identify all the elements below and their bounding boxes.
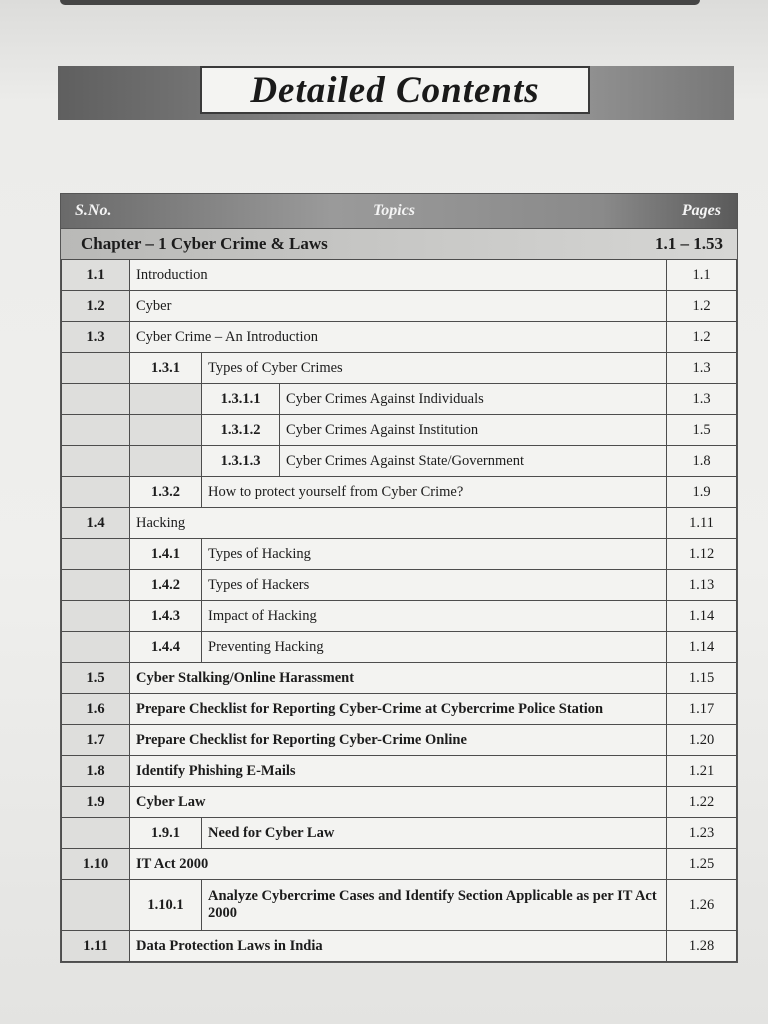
toc-row[interactable] xyxy=(62,880,737,931)
page-number: 1.11 xyxy=(667,508,737,539)
empty-cell xyxy=(62,570,130,601)
empty-cell xyxy=(62,880,130,931)
subsection-title[interactable]: Analyze Cybercrime Cases and Identify Section Applicable as per IT Act 2000 xyxy=(202,880,667,931)
page-number: 1.28 xyxy=(667,931,737,962)
subsubsection-title[interactable]: Cyber Crimes Against Individuals xyxy=(280,384,667,415)
subsubsection-number: 1.3.1.1 xyxy=(202,384,280,415)
subsection-title[interactable]: Types of Cyber Crimes xyxy=(202,353,667,384)
chapter-title: Chapter – 1 Cyber Crime & Laws xyxy=(81,234,328,253)
page-number: 1.26 xyxy=(667,880,737,931)
toc-row[interactable] xyxy=(62,477,737,508)
page-number: 1.5 xyxy=(667,415,737,446)
subsection-number: 1.3.2 xyxy=(130,477,202,508)
section-number: 1.7 xyxy=(62,725,130,756)
toc-row[interactable] xyxy=(62,632,737,663)
section-number: 1.11 xyxy=(62,931,130,962)
section-number: 1.6 xyxy=(62,694,130,725)
title-box xyxy=(200,66,590,114)
empty-cell xyxy=(62,477,130,508)
contents-rows xyxy=(61,259,737,962)
page-number: 1.2 xyxy=(667,322,737,353)
subsubsection-number: 1.3.1.2 xyxy=(202,415,280,446)
page-number: 1.9 xyxy=(667,477,737,508)
page-number: 1.13 xyxy=(667,570,737,601)
chapter-row[interactable] xyxy=(61,228,737,259)
page-number: 1.15 xyxy=(667,663,737,694)
section-number: 1.3 xyxy=(62,322,130,353)
page-number: 1.14 xyxy=(667,632,737,663)
header-sno: S.No. xyxy=(75,202,112,219)
header-topics: Topics xyxy=(372,202,416,219)
section-number: 1.2 xyxy=(62,291,130,322)
header-pages: Pages xyxy=(681,202,721,219)
toc-row[interactable] xyxy=(62,756,737,787)
toc-row[interactable] xyxy=(62,322,737,353)
toc-row[interactable] xyxy=(62,539,737,570)
section-title[interactable]: Identify Phishing E-Mails xyxy=(130,756,667,787)
section-title[interactable]: Cyber Crime – An Introduction xyxy=(130,322,667,353)
page-number: 1.25 xyxy=(667,849,737,880)
section-title[interactable]: Prepare Checklist for Reporting Cyber-Crime at Cybercrime Police Station xyxy=(130,694,667,725)
toc-row[interactable] xyxy=(62,415,737,446)
toc-row[interactable] xyxy=(62,384,737,415)
section-title[interactable]: Cyber xyxy=(130,291,667,322)
subsection-number: 1.4.2 xyxy=(130,570,202,601)
toc-row[interactable] xyxy=(62,849,737,880)
toc-row[interactable] xyxy=(62,508,737,539)
subsection-number: 1.9.1 xyxy=(130,818,202,849)
toc-row[interactable] xyxy=(62,818,737,849)
page-number: 1.8 xyxy=(667,446,737,477)
toc-row[interactable] xyxy=(62,931,737,962)
subsection-title[interactable]: Preventing Hacking xyxy=(202,632,667,663)
section-title[interactable]: Introduction xyxy=(130,260,667,291)
empty-cell xyxy=(130,384,202,415)
toc-row[interactable] xyxy=(62,787,737,818)
section-number: 1.5 xyxy=(62,663,130,694)
page-number: 1.12 xyxy=(667,539,737,570)
subsection-number: 1.4.3 xyxy=(130,601,202,632)
section-number: 1.4 xyxy=(62,508,130,539)
empty-cell xyxy=(62,353,130,384)
toc-row[interactable] xyxy=(62,260,737,291)
page-number: 1.21 xyxy=(667,756,737,787)
subsection-number: 1.10.1 xyxy=(130,880,202,931)
subsection-title[interactable]: Types of Hacking xyxy=(202,539,667,570)
toc-row[interactable] xyxy=(62,353,737,384)
toc-row[interactable] xyxy=(62,694,737,725)
subsubsection-title[interactable]: Cyber Crimes Against State/Government xyxy=(280,446,667,477)
empty-cell xyxy=(62,601,130,632)
page-number: 1.3 xyxy=(667,384,737,415)
page-number: 1.17 xyxy=(667,694,737,725)
chapter-pages: 1.1 – 1.53 xyxy=(655,234,723,253)
section-number: 1.9 xyxy=(62,787,130,818)
empty-cell xyxy=(130,446,202,477)
empty-cell xyxy=(62,539,130,570)
section-title[interactable]: Cyber Stalking/Online Harassment xyxy=(130,663,667,694)
subsection-title[interactable]: Impact of Hacking xyxy=(202,601,667,632)
subsubsection-number: 1.3.1.3 xyxy=(202,446,280,477)
contents-table xyxy=(60,193,738,963)
section-title[interactable]: IT Act 2000 xyxy=(130,849,667,880)
empty-cell xyxy=(62,818,130,849)
section-title[interactable]: Hacking xyxy=(130,508,667,539)
empty-cell xyxy=(62,415,130,446)
toc-row[interactable] xyxy=(62,601,737,632)
subsection-number: 1.3.1 xyxy=(130,353,202,384)
page-title: Detailed Contents xyxy=(250,69,540,111)
empty-cell xyxy=(62,446,130,477)
section-title[interactable]: Prepare Checklist for Reporting Cyber-Crime Online xyxy=(130,725,667,756)
section-number: 1.1 xyxy=(62,260,130,291)
book-edge xyxy=(60,0,700,5)
toc-row[interactable] xyxy=(62,725,737,756)
toc-row[interactable] xyxy=(62,570,737,601)
section-number: 1.8 xyxy=(62,756,130,787)
page-number: 1.20 xyxy=(667,725,737,756)
section-title[interactable]: Cyber Law xyxy=(130,787,667,818)
subsection-number: 1.4.4 xyxy=(130,632,202,663)
page-number: 1.22 xyxy=(667,787,737,818)
subsection-title[interactable]: How to protect yourself from Cyber Crime? xyxy=(202,477,667,508)
section-title[interactable]: Data Protection Laws in India xyxy=(130,931,667,962)
page-number: 1.3 xyxy=(667,353,737,384)
toc-row[interactable] xyxy=(62,663,737,694)
toc-row[interactable] xyxy=(62,291,737,322)
empty-cell xyxy=(62,384,130,415)
table-header xyxy=(61,194,737,228)
empty-cell xyxy=(62,632,130,663)
subsubsection-title[interactable]: Cyber Crimes Against Institution xyxy=(280,415,667,446)
subsection-title[interactable]: Need for Cyber Law xyxy=(202,818,667,849)
page-number: 1.2 xyxy=(667,291,737,322)
toc-row[interactable] xyxy=(62,446,737,477)
page-number: 1.23 xyxy=(667,818,737,849)
section-number: 1.10 xyxy=(62,849,130,880)
page-number: 1.14 xyxy=(667,601,737,632)
empty-cell xyxy=(130,415,202,446)
subsection-number: 1.4.1 xyxy=(130,539,202,570)
page-number: 1.1 xyxy=(667,260,737,291)
subsection-title[interactable]: Types of Hackers xyxy=(202,570,667,601)
